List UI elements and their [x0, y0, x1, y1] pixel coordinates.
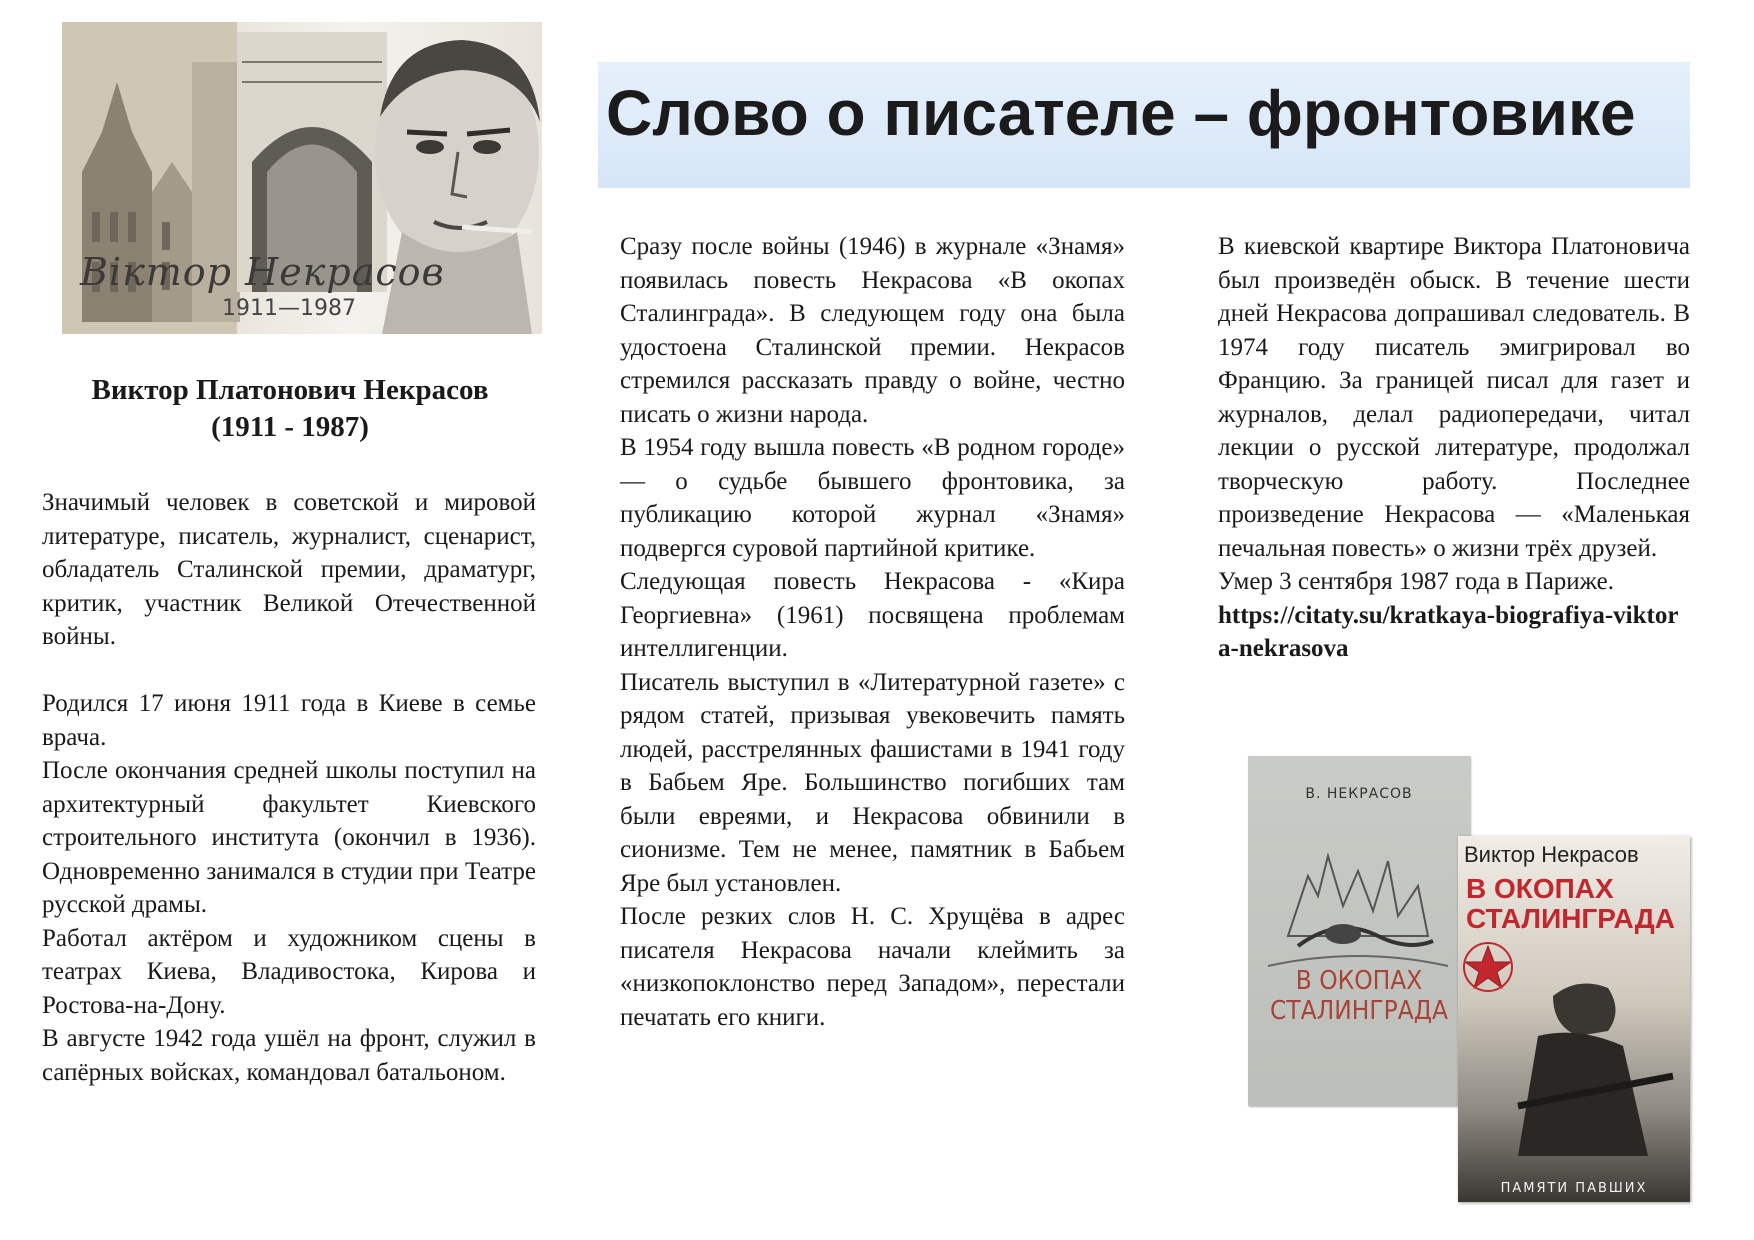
paragraph: Следующая повесть Некрасова - «Кира Георгиевна» (1961) посвящена проблемам интеллигенции.	[620, 568, 1125, 662]
source-link[interactable]: https://citaty.su/kratkaya-biografiya-viktora-nekrasova	[1218, 601, 1679, 662]
book-cover-illustration	[1248, 816, 1470, 976]
paragraph: Работал актёром и художником сцены в театрах Киева, Владивостока, Кирова и Ростова-на-Дону.	[42, 924, 536, 1019]
person-name: Виктор Платонович Некрасов	[91, 374, 489, 406]
book-cover-illustration	[1458, 926, 1690, 1186]
book-cover-gray	[1248, 756, 1470, 1106]
red-star-icon	[1465, 946, 1511, 988]
book-cover-author: Виктор Некрасов	[1464, 842, 1639, 867]
book-cover-color	[1458, 836, 1690, 1202]
book-cover-author: В. НЕКРАСОВ	[1305, 786, 1413, 802]
paragraph: Сразу после войны (1946) в журнале «Знамя» появилась повесть Некрасова «В окопах Сталинграда». В следующем году она была удостоена Сталинской премии. Некрасов стремился рассказать правду о войне, честно писать о жизни народа.	[620, 233, 1125, 428]
portrait-signature: Віктор Некрасов	[80, 250, 445, 294]
biography-column-2	[620, 230, 1125, 1034]
paragraph: Родился 17 июня 1911 года в Киеве в семье врача.	[42, 690, 536, 751]
paragraph: Писатель выступил в «Литературной газете» с рядом статей, призывая увековечить память людей, расстрелянных фашистами в 1941 году в Бабьем Яре. Большинство погибших там были евреями, и Некрасова обвинили в сионизме. Тем не менее, памятник в Бабьем Яре был установлен.	[620, 668, 1125, 897]
portrait-years: 1911—1987	[222, 296, 356, 321]
paragraph: После резких слов Н. С. Хрущёва в адрес писателя Некрасова начали клеймить за «низкопоклонство перед Западом», перестали печатать его книги.	[620, 903, 1125, 1031]
title-banner	[598, 62, 1690, 188]
paragraph: В 1954 году вышла повесть «В родном городе» — о судьбе бывшего фронтовика, за публикацию которой журнал «Знамя» подвергся суровой партийной критике.	[620, 434, 1125, 562]
biography-column-3	[1218, 230, 1690, 666]
book-cover-title: В ОКОПАХ СТАЛИНГРАДА	[1466, 873, 1675, 934]
person-heading	[42, 372, 538, 446]
book-cover-footer: ПАМЯТИ ПАВШИХ	[1500, 1181, 1648, 1196]
biography-column-1	[42, 486, 536, 1089]
paragraph: В киевской квартире Виктора Платоновича был произведён обыск. В течение шести дней Некрасова допрашивал следователь. В 1974 году писатель эмигрировал во Францию. За границей писал для газет и журналов, делал радиопередачи, читал лекции о русской литературе, продолжал творческую работу. Последнее произведение Некрасова — «Маленькая печальная повесть» о жизни трёх друзей.	[1218, 233, 1690, 562]
person-lifespan: (1911 - 1987)	[211, 411, 369, 443]
paragraph: В августе 1942 года ушёл на фронт, служил в сапёрных войсках, командовал батальоном.	[42, 1025, 536, 1086]
page-title: Слово о писателе – фронтовике	[606, 77, 1636, 149]
author-portrait-collage	[62, 22, 542, 334]
paragraph: После окончания средней школы поступил на архитектурный факультет Киевского строительного института (окончил в 1936). Одновременно занимался в студии при Театре русской драмы.	[42, 757, 536, 918]
paragraph: Умер 3 сентября 1987 года в Париже.	[1218, 568, 1614, 595]
book-cover-title: В ОКОПАХ СТАЛИНГРАДА	[1270, 966, 1448, 1026]
paragraph: Значимый человек в советской и мировой литературе, писатель, журналист, сценарист, обладатель Сталинской премии, драматург, критик, участник Великой Отечественной войны.	[42, 489, 536, 650]
